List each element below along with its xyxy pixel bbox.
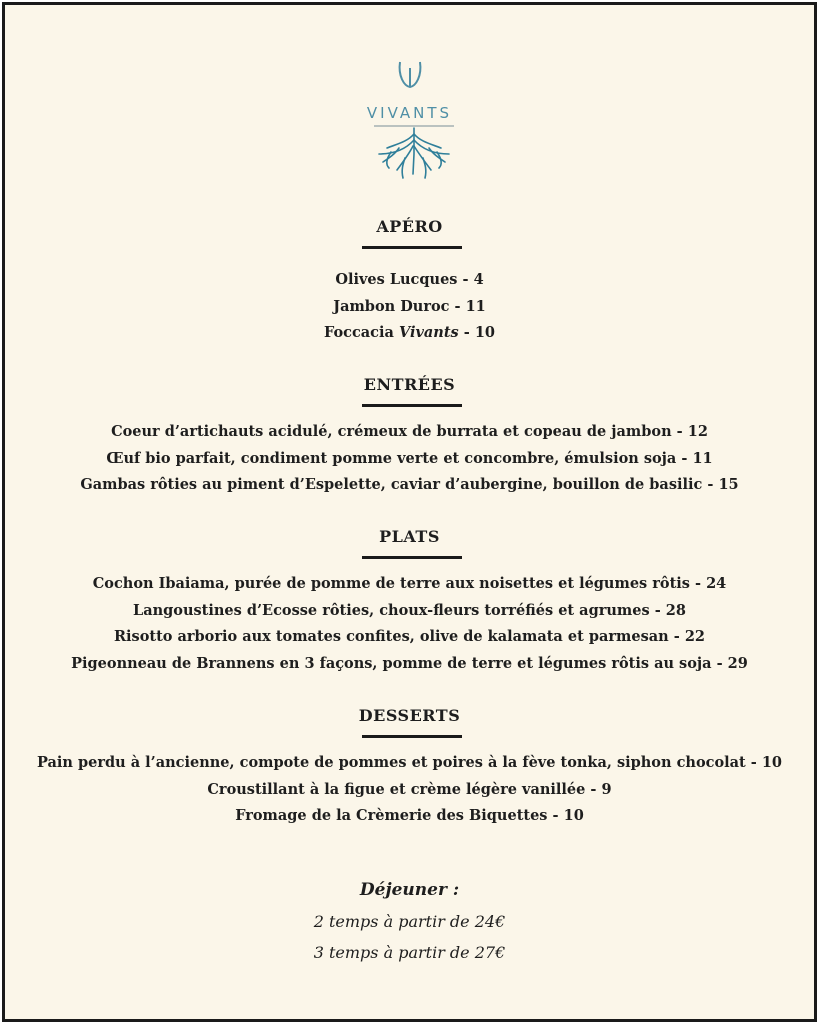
menu-item: Fromage de la Crèmerie des Biquettes - 10 [235,807,584,824]
section-title-apero: APÉRO [376,217,443,236]
menu-item: Cochon Ibaiama, purée de pomme de terre aux noisettes et légumes rôtis - 24 [92,575,727,592]
menu-page [2,2,817,1022]
menu-item: Croustillant à la figue et crème légère vanillée - 9 [207,780,612,798]
menu-item: Gambas rôties au piment d’Espelette, caviar d’aubergine, bouillon de basilic - 15 [80,476,739,493]
menu-item: Langoustines d’Ecosse rôties, choux-fleurs torréfiés et agrumes - 28 [133,601,686,619]
brand-name: VIVANTS [366,104,453,122]
lunch-offer [5,875,814,968]
wine-glass-icon [380,60,440,100]
menu-item: Pigeonneau de Brannens en 3 façons, pomme de terre et légumes rôtis au soja - 29 [71,654,748,672]
menu-item: Œuf bio parfait, condiment pomme verte et concombre, émulsion soja - 11 [106,449,713,467]
lunch-title: Déjeuner : [359,880,460,900]
section-divider [362,556,462,559]
logo [5,60,814,190]
section-divider [362,735,462,738]
section-title-entrees: ENTRÉES [363,375,456,394]
roots-icon [369,124,459,184]
section-items-desserts [5,750,814,830]
menu-item: Risotto arborio aux tomates confites, olive de kalamata et parmesan - 22 [113,628,705,645]
menu-item: Olives Lucques - 4 [335,271,484,288]
menu-item: Coeur d’artichauts acidulé, crémeux de burrata et copeau de jambon - 12 [111,423,708,440]
section-title-plats: PLATS [379,527,440,546]
lunch-line: 3 temps à partir de 27€ [313,943,506,962]
section-title-desserts: DESSERTS [358,706,461,725]
section-divider [362,246,462,249]
lunch-line: 2 temps à partir de 24€ [313,912,506,931]
section-items-apero [5,267,814,347]
section-items-plats [5,571,814,677]
menu-item: Jambon Duroc - 11 [333,297,486,315]
menu-item: Pain perdu à l’ancienne, compote de pommes et poires à la fève tonka, siphon chocolat - 10 [36,754,783,771]
menu-item: Foccacia Vivants - 10 [323,324,496,341]
section-items-entrees [5,419,814,499]
section-divider [362,404,462,407]
